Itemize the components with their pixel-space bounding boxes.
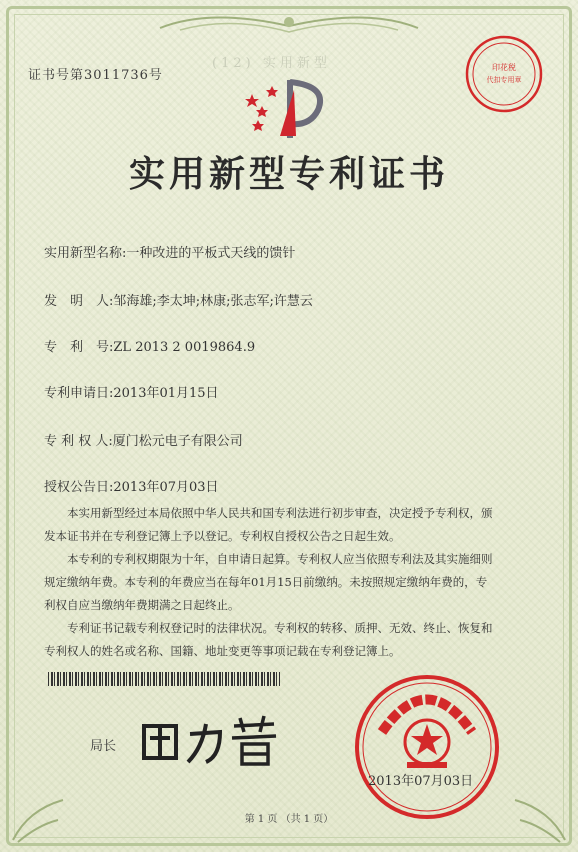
corner-ornament-left [8, 790, 68, 846]
director-signature-icon [136, 708, 286, 768]
paragraph-1-line-1: 本实用新型经过本局依照中华人民共和国专利法进行初步审查，决定授予专利权，颁 [67, 506, 493, 520]
director-label: 局长 [90, 739, 117, 754]
grant-date-label: 授权公告日: [44, 480, 114, 495]
patent-number-label: 专 利 号: [44, 340, 114, 355]
grant-date-value: 2013年07月03日 [113, 480, 219, 495]
paragraph-2-line-1: 本专利的专利权期限为十年，自申请日起算。专利权人应当依照专利法及其实施细则 [67, 552, 493, 566]
filing-date-label: 专利申请日: [44, 386, 114, 401]
utility-model-name-row [44, 242, 295, 261]
filing-date-value: 2013年01月15日 [113, 386, 219, 401]
barcode [48, 672, 280, 686]
top-ornament [150, 8, 428, 38]
inventor-label: 发 明 人: [44, 294, 114, 309]
utility-model-name-value: 一种改进的平板式天线的馈针 [126, 246, 296, 261]
agency-stamp-icon [464, 34, 544, 114]
patent-office-logo-icon [238, 72, 338, 144]
svg-text:印花税: 印花税 [492, 63, 516, 72]
certificate-number: 证书号第3011736号 [28, 68, 163, 83]
filing-date-row [44, 382, 219, 401]
paragraph-2-line-3: 利权自应当缴纳年费期满之日起终止。 [44, 598, 240, 612]
utility-model-name-label: 实用新型名称: [44, 246, 127, 261]
patentee-row [44, 430, 243, 449]
inventor-value: 邹海雄;李太坤;林康;张志军;许慧云 [113, 294, 313, 309]
corner-ornament-right [510, 790, 570, 846]
watermark-text: (12) 实用新型 [212, 56, 331, 71]
national-ip-office-seal-icon [352, 672, 502, 822]
page-footer: 第 1 页 （共 1 页） [244, 814, 334, 825]
paragraph-1-line-2: 发本证书并在专利登记簿上予以登记。专利权自授权公告之日起生效。 [44, 529, 401, 543]
paragraph-3-line-1: 专利证书记载专利权登记时的法律状况。专利权的转移、质押、无效、终止、恢复和 [67, 621, 493, 635]
patentee-value: 厦门松元电子有限公司 [112, 434, 243, 449]
inventor-row [44, 290, 313, 309]
certificate-title: 实用新型专利证书 [128, 153, 449, 195]
svg-text:代扣专用章: 代扣专用章 [486, 76, 522, 84]
patent-number-value: ZL 2013 2 0019864.9 [113, 340, 256, 355]
seal-date: 2013年07月03日 [368, 774, 474, 789]
certificate-body [44, 502, 544, 663]
paragraph-3-line-2: 专利权人的姓名或名称、国籍、地址变更等事项记载在专利登记簿上。 [44, 644, 401, 658]
patent-number-row [44, 336, 255, 355]
paragraph-2-line-2: 规定缴纳年费。本专利的年费应当在每年01月15日前缴纳。未按照规定缴纳年费的，专 [44, 575, 488, 589]
grant-date-row [44, 476, 219, 495]
patentee-label: 专 利 权 人: [44, 434, 113, 449]
